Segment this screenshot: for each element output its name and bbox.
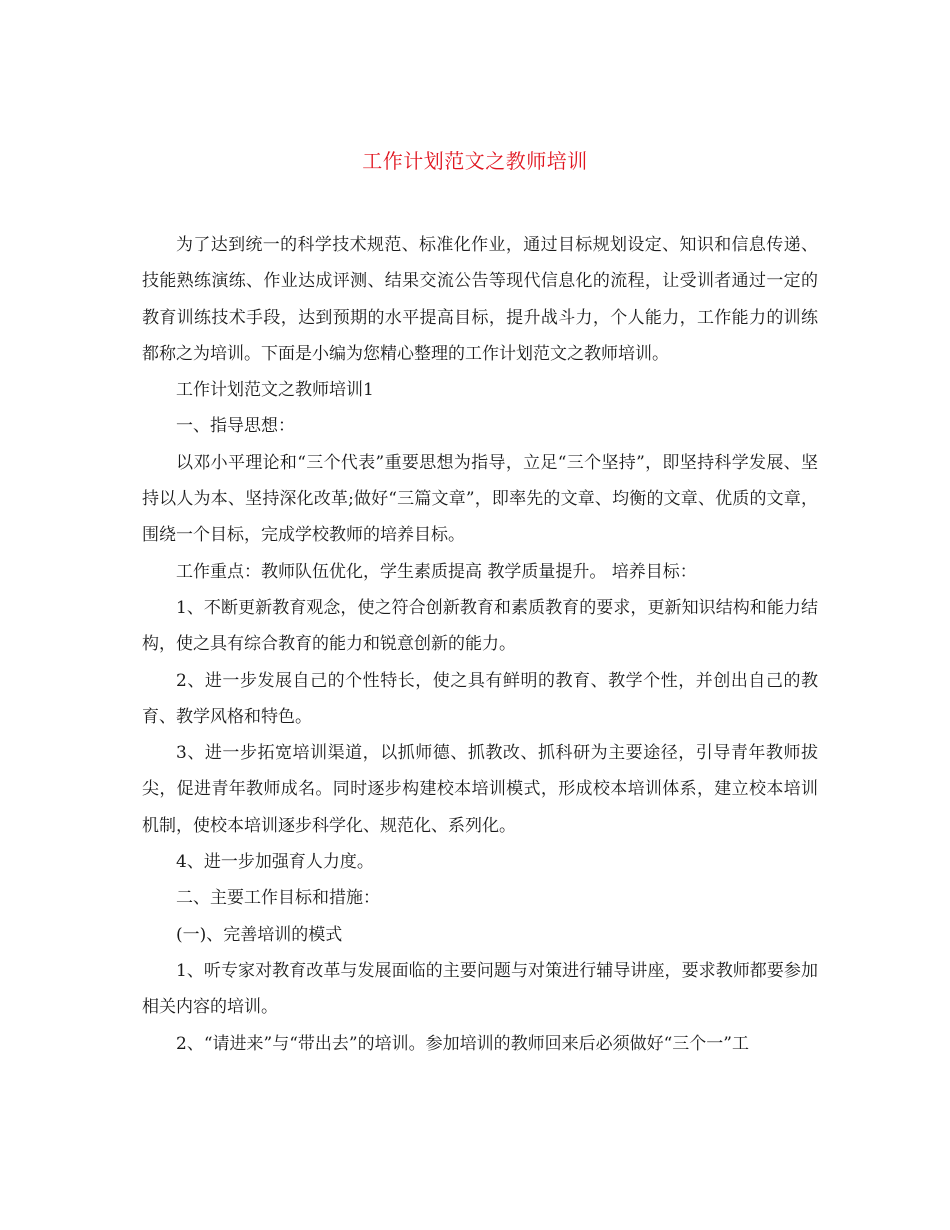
document-body bbox=[142, 227, 818, 1062]
heading-guiding-ideology: 一、指导思想： bbox=[176, 416, 295, 437]
goal-item-3: 3、进一步拓宽培训渠道，以抓师德、抓教改、抓科研为主要途径，引导青年教师拔尖，促进青年教师成名。同时逐步构建校本培训模式，形成校本培训体系，建立校本培训机制，使校本培训逐步科学化、规范化、系列化。 bbox=[142, 743, 818, 836]
subheading-training-model: (一)、完善培训的模式 bbox=[176, 924, 343, 945]
measure-item-2: 2、“请进来”与“带出去”的培训。参加培训的教师回来后必须做好“三个一”工 bbox=[176, 1033, 749, 1054]
intro-paragraph: 为了达到统一的科学技术规范、标准化作业，通过目标规划设定、知识和信息传递、技能熟练演练、作业达成评测、结果交流公告等现代信息化的流程，让受训者通过一定的教育训练技术手段，达到预期的水平提高目标，提升战斗力，个人能力，工作能力的训练都称之为培训。下面是小编为您精心整理的工作计划范文之教师培训。 bbox=[142, 235, 818, 364]
heading-main-goals: 二、主要工作目标和措施： bbox=[176, 888, 380, 909]
measure-item-1: 1、听专家对教育改革与发展面临的主要问题与对策进行辅导讲座，要求教师都要参加相关内容的培训。 bbox=[142, 960, 818, 1018]
goal-item-2: 2、进一步发展自己的个性特长，使之具有鲜明的教育、教学个性，并创出自己的教育、教学风格和特色。 bbox=[142, 670, 818, 727]
section-heading-plan-1: 工作计划范文之教师培训1 bbox=[176, 380, 374, 401]
paragraph-guiding-ideology: 以邓小平理论和“三个代表”重要思想为指导，立足“三个坚持”，即坚持科学发展、坚持以人为本、坚持深化改革;做好“三篇文章”，即率先的文章、均衡的文章、优质的文章，围绕一个目标，完成学校教师的培养目标。 bbox=[142, 452, 818, 546]
document-title: 工作计划范文之教师培训 bbox=[362, 149, 588, 173]
goal-item-1: 1、不断更新教育观念，使之符合创新教育和素质教育的要求，更新知识结构和能力结构，使之具有综合教育的能力和锐意创新的能力。 bbox=[142, 597, 818, 655]
goal-item-4: 4、进一步加强育人力度。 bbox=[176, 852, 374, 873]
paragraph-work-focus: 工作重点：教师队伍优化，学生素质提高 教学质量提升。 培养目标： bbox=[176, 561, 697, 582]
